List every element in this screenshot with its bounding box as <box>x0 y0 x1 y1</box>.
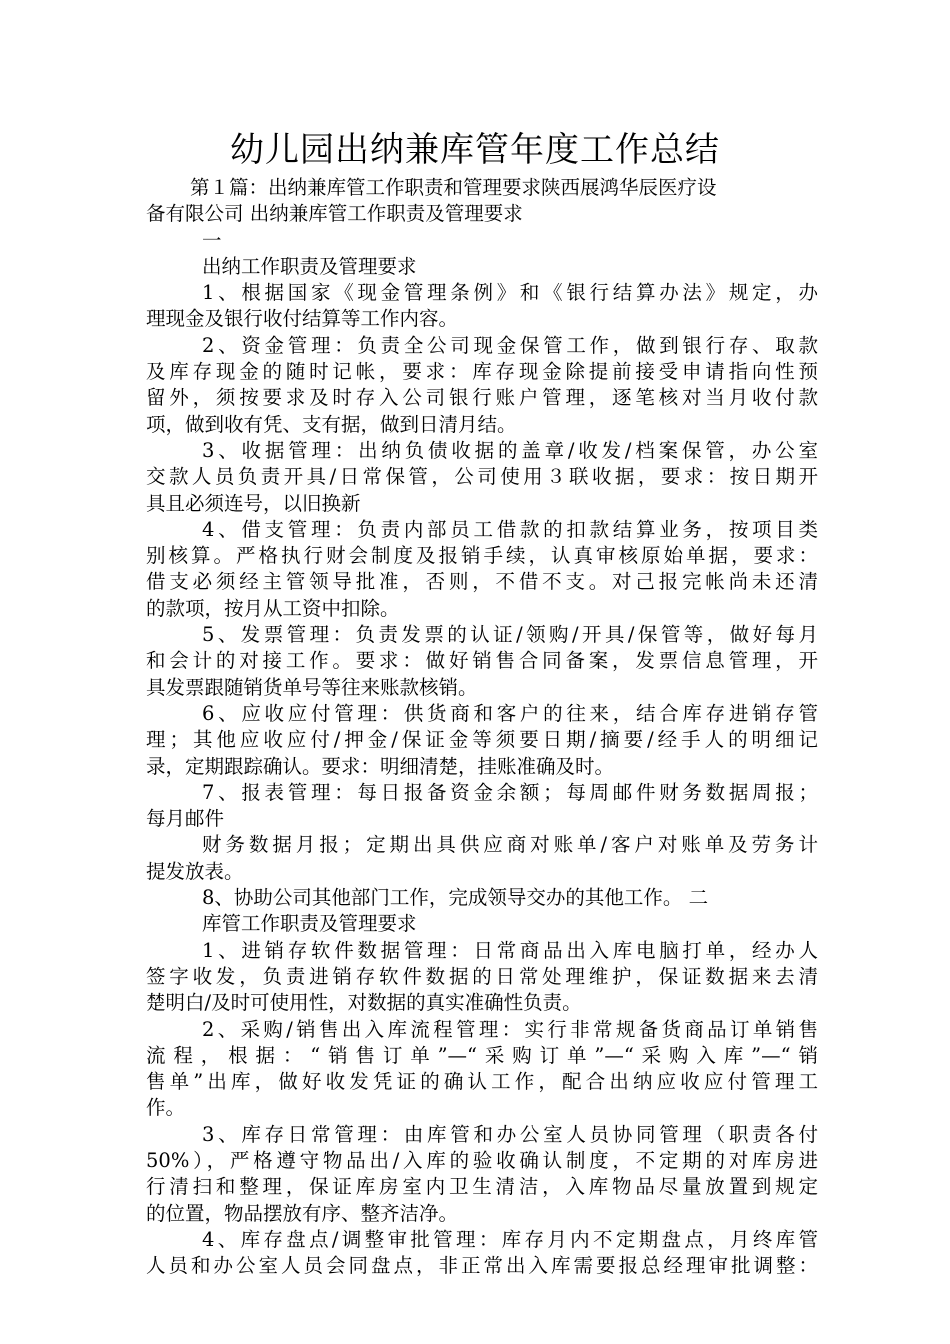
document-body <box>146 175 818 1279</box>
text-line: 财务数据月报；定期出具供应商对账单/客户对账单及劳务计 <box>202 833 818 857</box>
text-line: 2、资金管理：负责全公司现金保管工作，做到银行存、取款 <box>202 333 818 357</box>
text-line: 一 <box>202 228 222 252</box>
text-line: 具发票跟随销货单号等往来账款核销。 <box>146 675 478 699</box>
text-line: 作。 <box>146 1096 186 1120</box>
text-line: 项，做到收有凭、支有据，做到日清月结。 <box>146 412 517 436</box>
text-line: 8、协助公司其他部门工作，完成领导交办的其他工作。 二 <box>202 886 709 910</box>
text-line: 行清扫和整理，保证库房室内卫生清洁，入库物品尽量放置到规定 <box>146 1175 818 1199</box>
text-line: 第１篇：出纳兼库管工作职责和管理要求陕西展鸿华辰医疗设 <box>190 176 717 199</box>
text-line: 别核算。严格执行财会制度及报销手续，认真审核原始单据，要求： <box>146 544 818 568</box>
text-line: 的位置，物品摆放有序、整齐洁净。 <box>146 1201 459 1225</box>
text-line: 具且必须连号，以旧换新 <box>146 491 361 515</box>
text-line: 4、库存盘点/调整审批管理：库存月内不定期盘点，月终库管 <box>202 1227 818 1251</box>
text-line: 3、库存日常管理：由库管和办公室人员协同管理（职责各付 <box>202 1122 818 1146</box>
text-line: 售单”出库，做好收发凭证的确认工作，配合出纳应收应付管理工 <box>146 1070 818 1094</box>
text-line: 3、收据管理：出纳负债收据的盖章/收发/档案保管，办公室 <box>202 438 818 462</box>
text-line: 5、发票管理：负责发票的认证/领购/开具/保管等，做好每月 <box>202 623 818 647</box>
text-line: 7、报表管理：每日报备资金余额；每周邮件财务数据周报； <box>202 780 818 804</box>
text-line: 理；其他应收应付/押金/保证金等须要日期/摘要/经手人的明细记 <box>146 728 818 752</box>
text-line: 人员和办公室人员会同盘点，非正常出入库需要报总经理审批调整： <box>146 1254 818 1278</box>
text-line: 1、根据国家《现金管理条例》和《银行结算办法》规定，办 <box>202 281 818 305</box>
text-line: 理现金及银行收付结算等工作内容。 <box>146 307 459 331</box>
text-line: 备有限公司 出纳兼库管工作职责及管理要求 <box>146 202 523 226</box>
text-line: 4、借支管理：负责内部员工借款的扣款结算业务，按项目类 <box>202 517 818 541</box>
text-line: 提发放表。 <box>146 859 244 883</box>
document-title: 幼儿园出纳兼库管年度工作总结 <box>230 130 720 170</box>
text-line: 和会计的对接工作。要求：做好销售合同备案，发票信息管理，开 <box>146 649 818 673</box>
text-line: 6、应收应付管理：供货商和客户的往来，结合库存进销存管 <box>202 701 818 725</box>
text-line: 2、采购/销售出入库流程管理：实行非常规备货商品订单销售 <box>202 1017 818 1041</box>
text-line: 借支必须经主管领导批准，否则，不借不支。对己报完帐尚未还清 <box>146 570 818 594</box>
text-line: 每月邮件 <box>146 807 225 831</box>
text-line: 50%），严格遵守物品出/入库的验收确认制度，不定期的对库房进 <box>146 1148 818 1172</box>
text-line: 及库存现金的随时记帐，要求：库存现金除提前接受申请指向性预 <box>146 360 818 384</box>
text-line: 1、进销存软件数据管理：日常商品出入库电脑打单，经办人 <box>202 938 818 962</box>
text-line: 的款项，按月从工资中扣除。 <box>146 596 400 620</box>
text-line: 签字收发，负责进销存软件数据的日常处理维护，保证数据来去清 <box>146 964 818 988</box>
text-line: 出纳工作职责及管理要求 <box>202 254 417 278</box>
text-line: 库管工作职责及管理要求 <box>202 912 417 936</box>
text-line: 留外，须按要求及时存入公司银行账户管理，逐笔核对当月收付款 <box>146 386 818 410</box>
text-line: 录，定期跟踪确认。要求：明细清楚，挂账准确及时。 <box>146 754 615 778</box>
text-line: 流程，根据：“销售订单”—“采购订单”—“采购入库”—“销 <box>146 1043 818 1067</box>
text-line: 楚明白/及时可使用性，对数据的真实准确性负责。 <box>146 991 582 1015</box>
text-line: 交款人员负责开具/日常保管，公司使用３联收据，要求：按日期开 <box>146 465 818 489</box>
